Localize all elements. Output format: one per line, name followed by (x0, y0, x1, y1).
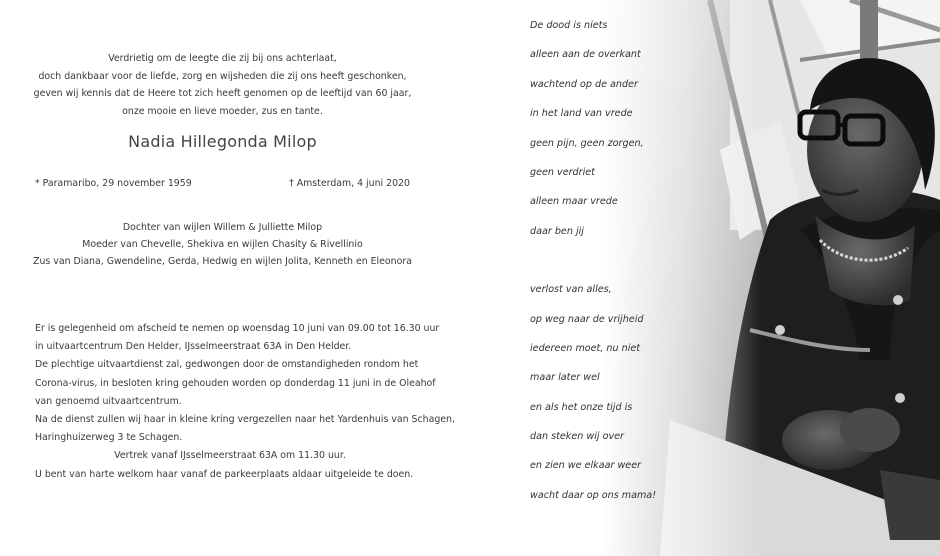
intro-text (20, 50, 425, 120)
poem-line: maar later wel (530, 372, 600, 384)
info-line: Na de dienst zullen wij haar in kleine kring vergezellen naar het Yardenhuis van Schagen, (35, 414, 455, 426)
intro-line: Verdrietig om de leegte die zij bij ons achterlaat, (108, 53, 337, 64)
family-line: Zus van Diana, Gwendeline, Gerda, Hedwig en wijlen Jolita, Kenneth en Eleonora (33, 256, 412, 267)
deceased-name: Nadia Hillegonda Milop (128, 132, 317, 151)
intro-line: onze mooie en lieve moeder, zus en tante. (122, 105, 323, 117)
intro-line: geven wij kennis dat de Heere tot zich heeft genomen op de leeftijd van 60 jaar, (33, 88, 412, 99)
info-line: Haringhuizerweg 3 te Schagen. (35, 432, 183, 444)
obituary-right-page (470, 0, 940, 556)
info-line: van genoemd uitvaartcentrum. (35, 395, 182, 407)
poem-line: verlost van alles, (530, 284, 612, 296)
info-line: U bent van harte welkom haar vanaf de parkeerplaats aldaar uitgeleide te doen. (35, 468, 414, 480)
family-line: Dochter van wijlen Willem & Julliette Milop (122, 222, 323, 233)
info-line: Er is gelegenheid om afscheid te nemen op woensdag 10 juni van 09.00 tot 16.30 uur (35, 323, 440, 334)
poem-line: geen pijn, geen zorgen, (530, 137, 644, 149)
info-line: Vertrek vanaf IJsselmeerstraat 63A om 11.30 uur. (114, 450, 346, 462)
poem (530, 17, 656, 516)
intro-line: doch dankbaar voor de liefde, zorg en wijsheden die zij ons heeft geschonken, (38, 70, 407, 82)
death-date: † Amsterdam, 4 juni 2020 (289, 178, 410, 189)
poem-line: alleen aan de overkant (530, 49, 641, 61)
poem-line: daar ben jij (530, 225, 584, 237)
poem-line: wachtend op de ander (530, 78, 638, 90)
stanza-gap (530, 252, 656, 281)
info-line: De plechtige uitvaartdienst zal, gedwongen door de omstandigheden rondom het (35, 359, 419, 371)
poem-line: en zien we elkaar weer (530, 460, 642, 472)
poem-line: alleen maar vrede (530, 196, 618, 208)
funeral-info (35, 320, 455, 484)
poem-line: iedereen moet, nu niet (530, 342, 641, 354)
family-text (20, 219, 425, 270)
info-line: Corona-virus, in besloten kring gehouden worden op donderdag 11 juni in de Oleahof (35, 377, 436, 389)
info-line: in uitvaartcentrum Den Helder, IJsselmeerstraat 63A in Den Helder. (35, 341, 352, 353)
poem-line: in het land van vrede (530, 108, 633, 120)
poem-line: wacht daar op ons mama! (530, 489, 657, 501)
birth-date: * Paramaribo, 29 november 1959 (35, 178, 192, 189)
poem-line: dan steken wij over (530, 431, 624, 443)
poem-line: geen verdriet (530, 166, 595, 178)
poem-line: en als het onze tijd is (530, 401, 633, 413)
poem-line: op weg naar de vrijheid (530, 313, 644, 325)
poem-line: De dood is niets (530, 20, 608, 31)
family-line: Moeder van Chevelle, Shekiva en wijlen Chasity & Rivellinio (82, 239, 363, 250)
